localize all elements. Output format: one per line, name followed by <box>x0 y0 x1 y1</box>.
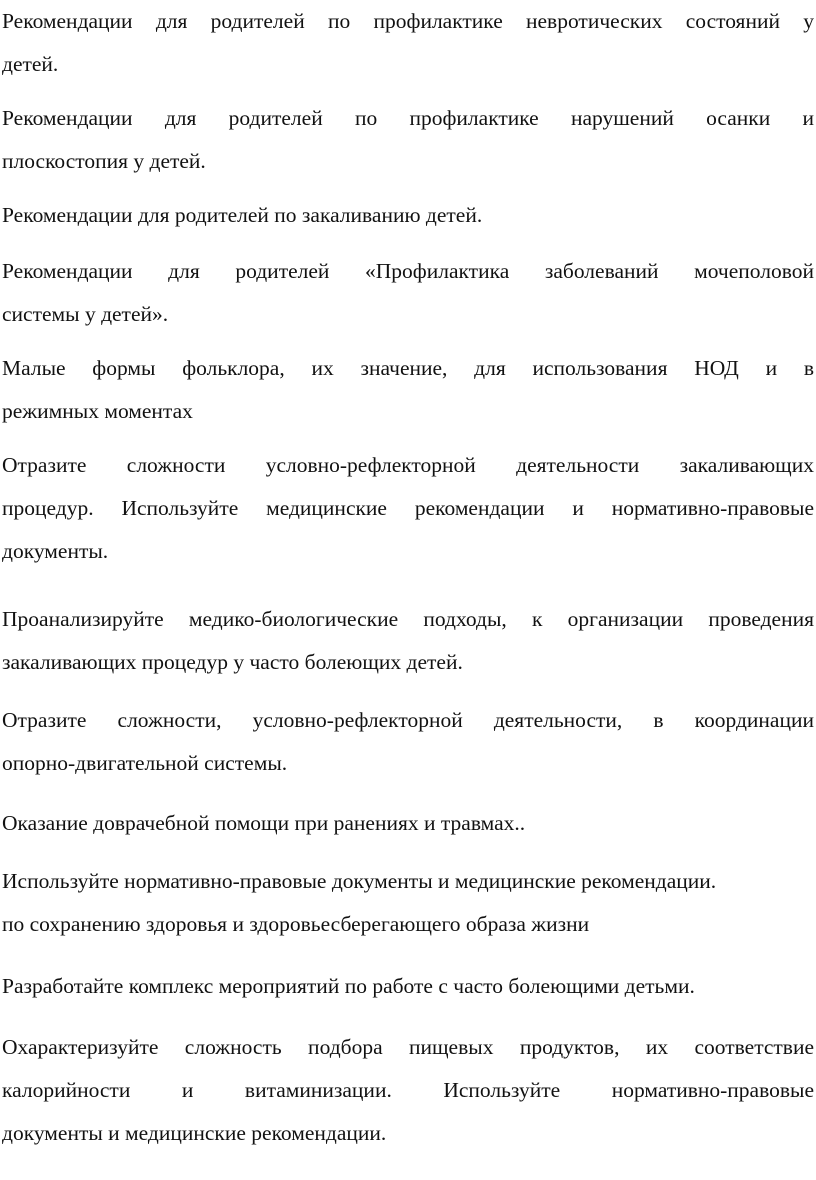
paragraph-genitourinary <box>2 250 814 336</box>
paragraph-nutrition <box>2 1026 814 1155</box>
paragraph-health-preservation <box>2 860 814 946</box>
paragraph-folklore <box>2 347 814 433</box>
paragraph-hardening <box>2 194 814 237</box>
text-line: Отразите сложности, условно-рефлекторной деятельности, в координации <box>2 708 814 732</box>
text-line: Используйте нормативно-правовые документы и медицинские рекомендации. <box>2 869 717 893</box>
text-line: системы у детей». <box>2 302 169 326</box>
text-line: Проанализируйте медико-биологические подходы, к организации проведения <box>2 607 814 631</box>
text-line: Разработайте комплекс мероприятий по работе с часто болеющими детьми. <box>2 974 695 998</box>
text-line: детей. <box>2 52 59 76</box>
text-line: Рекомендации для родителей по профилактике невротических состояний у <box>2 9 814 33</box>
paragraph-neurotic-states <box>2 0 814 86</box>
text-line: Оказание доврачебной помощи при ранениях и травмах.. <box>2 811 526 835</box>
paragraph-first-aid <box>2 802 814 845</box>
text-line: плоскостопия у детей. <box>2 149 206 173</box>
text-line: документы. <box>2 539 109 563</box>
paragraph-coordination <box>2 699 814 785</box>
text-line: калорийности и витаминизации. Используйте нормативно-правовые <box>2 1078 814 1102</box>
text-line: Отразите сложности условно-рефлекторной деятельности закаливающих <box>2 453 814 477</box>
text-line: документы и медицинские рекомендации. <box>2 1121 387 1145</box>
text-line: закаливающих процедур у часто болеющих детей. <box>2 650 463 674</box>
paragraph-conditioned-reflex-hardening <box>2 444 814 573</box>
text-line: Охарактеризуйте сложность подбора пищевых продуктов, их соответствие <box>2 1035 814 1059</box>
text-line: Малые формы фольклора, их значение, для использования НОД и в <box>2 356 814 380</box>
text-line: опорно-двигательной системы. <box>2 751 288 775</box>
text-line: по сохранению здоровья и здоровьесберегающего образа жизни <box>2 912 590 936</box>
text-line: Рекомендации для родителей по закаливанию детей. <box>2 203 483 227</box>
paragraph-medico-biological <box>2 598 814 684</box>
text-line: Рекомендации для родителей по профилактике нарушений осанки и <box>2 106 814 130</box>
text-line: Рекомендации для родителей «Профилактика заболеваний мочеполовой <box>2 259 814 283</box>
text-line: процедур. Используйте медицинские рекомендации и нормативно-правовые <box>2 496 814 520</box>
paragraph-frequently-ill <box>2 965 814 1008</box>
paragraph-posture-flatfoot <box>2 97 814 183</box>
text-line: режимных моментах <box>2 399 193 423</box>
